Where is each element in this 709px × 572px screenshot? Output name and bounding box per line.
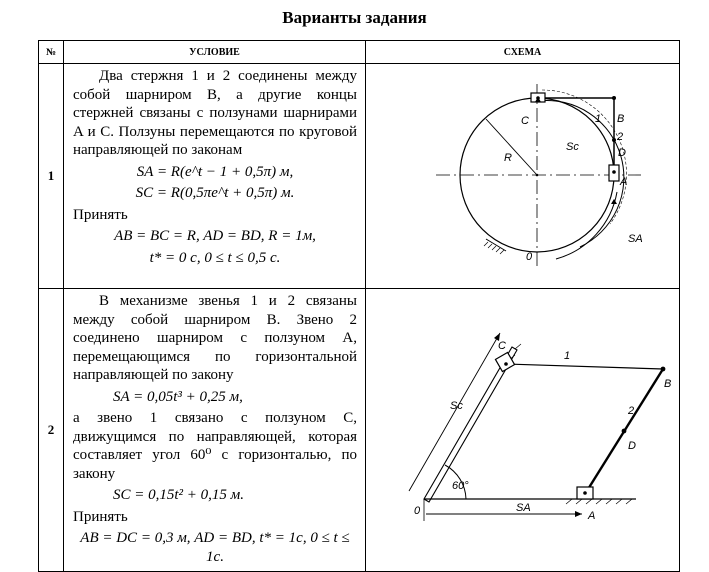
label-1: 1 bbox=[564, 350, 571, 362]
label-o: 0 bbox=[414, 505, 421, 517]
scheme-1-diagram bbox=[366, 64, 680, 288]
rod-1 bbox=[506, 364, 663, 369]
label-c: C bbox=[498, 340, 506, 352]
slider-c bbox=[495, 352, 514, 371]
sc-dimension bbox=[409, 333, 500, 491]
header-num: № bbox=[39, 41, 64, 64]
label-r: R bbox=[504, 152, 512, 164]
page-title: Варианты задания bbox=[282, 8, 427, 27]
law-a: SA = R(e^t − 1 + 0,5π) м, bbox=[136, 163, 294, 180]
table-header-row bbox=[39, 41, 680, 64]
label-a: A bbox=[588, 510, 596, 522]
params: AB = DC = 0,3 м, AD = BD, t* = 1с, 0 ≤ t ≤ 1с. bbox=[80, 530, 350, 565]
label-sa: SA bbox=[628, 233, 643, 245]
label-d: D bbox=[628, 440, 636, 452]
scheme-2-diagram bbox=[366, 289, 680, 571]
condition-cell bbox=[64, 64, 366, 289]
label-b: B bbox=[664, 378, 672, 390]
point-d bbox=[622, 429, 627, 434]
radius-line bbox=[486, 119, 537, 175]
condition-text: В механизме звенья 1 и 2 связаны между собой шарниром B. Звено 2 соединено шарниром с ползуном A, перемещающимся по горизонтальной направляющей по закону bbox=[73, 293, 357, 383]
label-sc: Sc bbox=[566, 141, 579, 153]
params: AB = BC = R, AD = BD, R = 1м, bbox=[114, 228, 316, 244]
row-number: 2 bbox=[39, 289, 64, 572]
condition-text-mid: а звено 1 связано с ползуном C, движущимся по направляющей, которая составляет угол 60⁰ с горизонталью, по закону bbox=[73, 410, 357, 482]
label-b: B bbox=[617, 113, 625, 125]
table-row bbox=[39, 289, 680, 572]
scheme-cell bbox=[366, 64, 680, 289]
label-d: D bbox=[618, 147, 626, 159]
label-2: 2 bbox=[617, 131, 624, 143]
time-range: t* = 0 с, 0 ≤ t ≤ 0,5 с. bbox=[149, 249, 281, 266]
condition-cell bbox=[64, 289, 366, 572]
table-row bbox=[39, 64, 680, 289]
label-sc: Sc bbox=[450, 400, 463, 412]
header-condition: УСЛОВИЕ bbox=[64, 41, 366, 64]
header-scheme: СХЕМА bbox=[366, 41, 680, 64]
joint-b bbox=[661, 367, 666, 372]
label-sa: SA bbox=[516, 502, 531, 514]
point-d bbox=[612, 138, 616, 142]
accept-label: Принять bbox=[73, 508, 128, 525]
label-1: 1 bbox=[595, 113, 602, 125]
label-a: A bbox=[620, 176, 628, 188]
accept-label: Принять bbox=[73, 206, 128, 223]
law-a: SA = 0,05t³ + 0,25 м, bbox=[113, 388, 243, 405]
joint-b bbox=[612, 96, 616, 100]
label-angle: 60° bbox=[452, 480, 469, 492]
law-c: SC = R(0,5πe^t + 0,5π) м. bbox=[135, 185, 295, 201]
condition-text: Два стержня 1 и 2 соединены между собой шарниром B, а другие концы стержней связаны с ползунами шарнирами A и C. Ползуны перемещаются по круговой направляющей по законам bbox=[73, 68, 357, 158]
label-2: 2 bbox=[628, 405, 635, 417]
scheme-cell bbox=[366, 289, 680, 572]
variants-table bbox=[38, 40, 680, 572]
row-number: 1 bbox=[39, 64, 64, 289]
law-c: SC = 0,15t² + 0,15 м. bbox=[113, 487, 244, 503]
label-c: C bbox=[521, 115, 529, 127]
label-o: 0 bbox=[526, 251, 533, 263]
